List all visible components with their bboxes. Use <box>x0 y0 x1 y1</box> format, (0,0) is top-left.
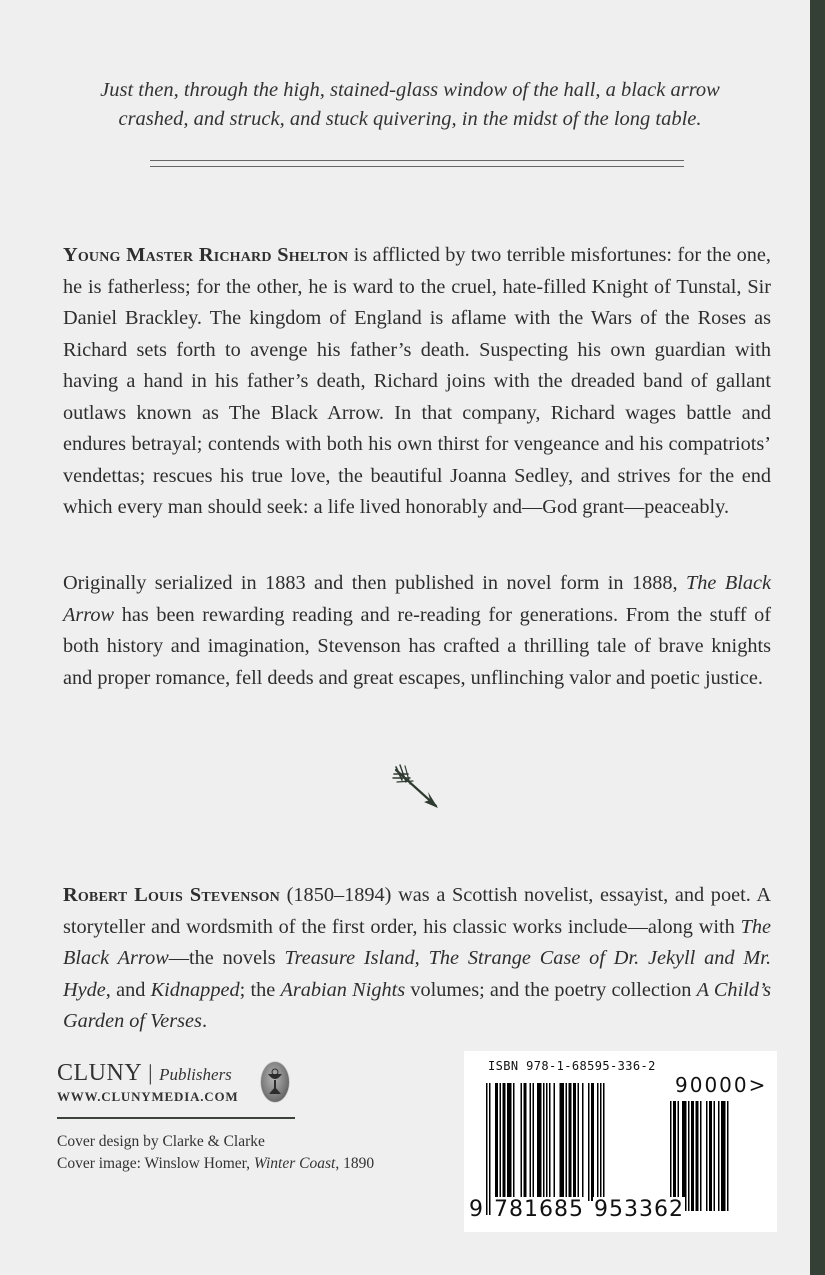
barcode-bar <box>597 1083 599 1201</box>
synopsis-paragraph <box>63 240 771 524</box>
publisher-subtitle: Publishers <box>159 1065 232 1084</box>
barcode-bar <box>530 1083 532 1201</box>
barcode-bar <box>549 1083 551 1215</box>
chalice-medallion-icon <box>261 1062 289 1102</box>
barcode-bar <box>696 1101 699 1211</box>
bio-text: —the novels <box>168 947 285 969</box>
barcode-bar <box>706 1101 708 1211</box>
barcode-bar <box>688 1101 690 1211</box>
barcode-bar <box>582 1083 584 1201</box>
ean-first-digit: 9 <box>469 1197 484 1222</box>
barcode-bar <box>600 1083 602 1201</box>
cover-image-credit <box>57 1153 374 1175</box>
bio-text: . <box>201 1010 208 1032</box>
price-addon-label: 90000> <box>675 1073 768 1097</box>
barcode-bar <box>533 1083 535 1201</box>
barcode-bar <box>489 1083 491 1215</box>
barcode-bar <box>603 1083 605 1215</box>
barcode-bar <box>578 1083 580 1201</box>
history-before: Originally serialized in 1883 and then published in novel form in 1888, <box>63 572 686 594</box>
bio-text: , <box>414 947 429 969</box>
author-bio-paragraph <box>63 880 771 1038</box>
barcode-bar <box>569 1083 572 1201</box>
ean-digits <box>468 1197 685 1222</box>
cover-image-title: Winter Coast <box>253 1155 336 1172</box>
isbn-barcode <box>464 1051 777 1232</box>
barcode-bar <box>700 1101 702 1211</box>
synopsis-lead: Young Master Richard Shelton <box>63 244 349 266</box>
bio-text: ; the <box>239 978 281 1001</box>
barcode-bar <box>588 1083 590 1201</box>
history-paragraph <box>63 568 771 694</box>
barcode-bar <box>554 1083 556 1201</box>
publisher-divider <box>57 1117 295 1119</box>
isbn-label: ISBN 978-1-68595-336-2 <box>488 1059 656 1073</box>
epigraph-quote <box>70 76 750 134</box>
barcode-bar <box>524 1083 527 1201</box>
barcode-bar <box>714 1101 716 1211</box>
barcode-bar <box>537 1083 542 1201</box>
cover-credits <box>57 1131 374 1175</box>
barcode-bar <box>591 1083 594 1201</box>
bio-work-title: A Child’s Garden of Verses <box>63 978 772 1032</box>
barcode-bar <box>718 1101 720 1211</box>
bio-text: (1850–1894) was a Scottish novelist, essayist, and poet. A storyteller and wordsmith of the first order, his classic works include—along with <box>63 884 771 938</box>
barcode-bar <box>495 1083 498 1201</box>
author-name: Robert Louis Stevenson <box>63 884 280 906</box>
barcode-bar <box>721 1101 726 1211</box>
bio-work-title: Kidnapped <box>150 978 240 1001</box>
barcode-bar <box>670 1101 672 1211</box>
ean-right-digits: 953362 <box>593 1197 684 1222</box>
epigraph-line-1: Just then, through the high, stained-glass window of the hall, a black arrow <box>100 79 720 101</box>
cover-design-credit: Cover design by Clarke & Clarke <box>57 1133 265 1150</box>
publisher-url[interactable]: WWW.CLUNYMEDIA.COM <box>57 1089 239 1104</box>
arrow-icon <box>388 762 444 812</box>
synopsis-body: is afflicted by two terrible misfortunes: for the one, he is fatherless; for the other, he is ward to the cruel, hate-filled Knight of Tunstal, Sir Daniel Brackley. The kingdom of England is aflame with the Wars of the Roses as Richard sets forth to avenge his father’s death. Suspecting his own guardian with having a hand in his father’s death, Richard joins with the dreaded band of gallant outlaws known as The Black Arrow. In that company, Richard wages battle and endures betrayal; contends with both his own thirst for vengeance and his compatriots’ vendettas; rescues his true love, the beautiful Joanna Sedley, and strives for the end which every man should seek: a life lived honorably and—God grant—peaceably. <box>63 244 771 518</box>
bio-text: volumes; and the poetry collection <box>405 978 697 1001</box>
barcode-bar <box>513 1083 515 1201</box>
barcode-bar <box>486 1083 488 1215</box>
history-after: has been rewarding reading and re-reading for generations. From the stuff of both history and imagination, Stevenson has crafted a thrilling tale of brave knights and proper romance, fell deeds and great escapes, unflinching valor and poetic justice. <box>63 603 771 689</box>
bio-work-title: The Strange Case of Dr. Jekyll and Mr. Hyde <box>63 947 772 1001</box>
book-spine-edge <box>810 0 825 1275</box>
barcode-bar <box>691 1101 694 1211</box>
barcode-bar <box>500 1083 502 1201</box>
ean-left-digits: 781685 <box>494 1197 584 1222</box>
barcode-bar <box>673 1101 676 1211</box>
barcode-bar <box>678 1101 680 1211</box>
barcode-bar <box>709 1101 712 1211</box>
epigraph-line-2: crashed, and struck, and stuck quivering, in the midst of the long table. <box>118 108 702 130</box>
barcode-bar <box>560 1083 565 1201</box>
barcode-bar <box>682 1101 687 1211</box>
barcode-bar <box>503 1083 506 1201</box>
barcode-bar <box>566 1083 568 1201</box>
barcode-bar <box>543 1083 545 1201</box>
bio-work-title: Treasure Island <box>284 947 415 969</box>
bio-text: , and <box>105 978 151 1001</box>
barcode-bar <box>521 1083 523 1201</box>
cover-image-year: , 1890 <box>335 1155 375 1172</box>
publisher-separator: | <box>148 1060 154 1085</box>
barcode-bar <box>727 1101 729 1211</box>
barcode-bar <box>507 1083 512 1201</box>
publisher-wordmark: CLUNY <box>57 1060 143 1086</box>
double-rule-divider <box>150 160 684 167</box>
history-title: The Black Arrow <box>63 572 771 626</box>
barcode-bar <box>573 1083 576 1201</box>
bio-work-title: The Black Arrow <box>63 915 771 969</box>
bio-work-title: Arabian Nights <box>280 978 406 1001</box>
cover-image-prefix: Cover image: Winslow Homer, <box>57 1155 254 1172</box>
barcode-bar <box>546 1083 548 1215</box>
